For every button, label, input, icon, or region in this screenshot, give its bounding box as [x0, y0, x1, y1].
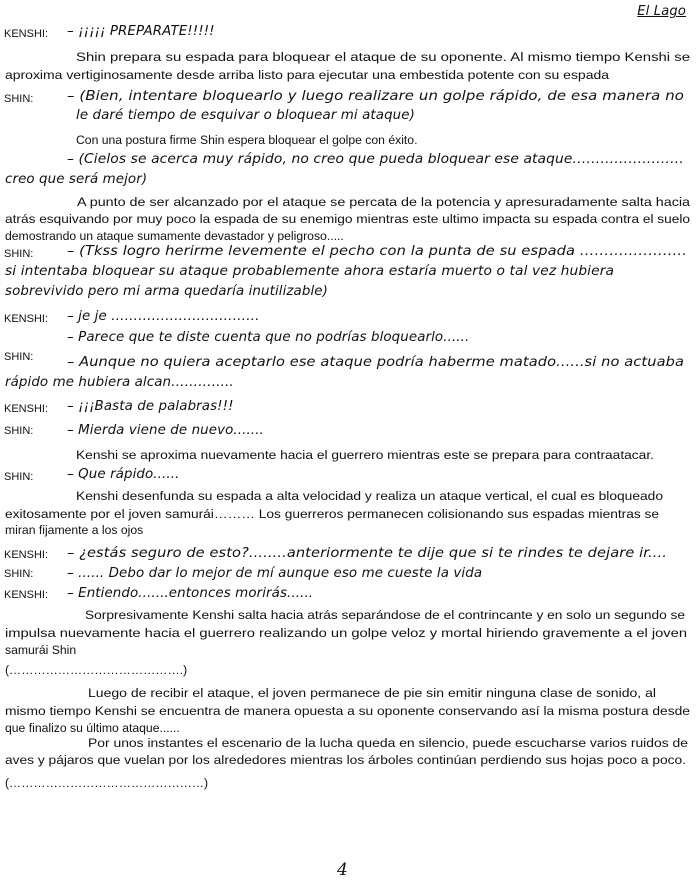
narration-line: Con una postura firme Shin espera bloquear el golpe con éxito.: [76, 133, 418, 147]
narration-line: Luego de recibir el ataque, el joven permanece de pie sin emitir ninguna clase de sonido, al: [88, 686, 657, 700]
dialogue-line: – Aunque no quiera aceptarlo ese ataque podría haberme matado......si no actuaba: [67, 355, 685, 370]
narration-line: mismo tiempo Kenshi se encuentra de manera opuesta a su oponente conservando así la misma postura desde: [5, 704, 690, 718]
narration-line: Por unos instantes el escenario de la lucha queda en silencio, puede escucharse varios ruidos de: [88, 736, 688, 750]
speaker-label: SHIN:: [4, 568, 34, 580]
speaker-label: KENSHI:: [4, 403, 49, 415]
narration-line: aves y pájaros que vuelan por los alrededores mientras los árboles continúan perdiendo sus hojas poco a poco.: [5, 753, 686, 767]
dialogue-line: – ¡¡¡¡¡ PREPARATE!!!!!: [67, 24, 215, 39]
dialogue-line: – Parece que te diste cuenta que no podrías bloquearlo......: [67, 330, 470, 345]
narration-line: atrás esquivando por muy poco la espada de su enemigo mientras este ultimo impacta su espada contra el suelo: [5, 212, 690, 226]
narration-line: exitosamente por el joven samurái……… Los guerreros permanecen colisionando sus espadas mientras se: [5, 507, 660, 521]
dialogue-line: – (Bien, intentare bloquearlo y luego realizare un golpe rápido, de esa manera no: [67, 89, 685, 104]
narration-line: demostrando un ataque sumamente devastador y peligroso.....: [5, 229, 344, 243]
dialogue-line: – ...... Debo dar lo mejor de mí aunque eso me cueste la vida: [67, 566, 483, 581]
dialogue-line: si intentaba bloquear su ataque probablemente ahora estaría muerto o tal vez hubiera: [5, 264, 615, 279]
page-number: 4: [337, 860, 348, 880]
speaker-label: SHIN:: [4, 425, 34, 437]
dialogue-line: – Que rápido......: [67, 467, 180, 482]
dialogue-line: – ¿estás seguro de esto?........anteriormente te dije que si te rindes te dejare ir....: [67, 546, 668, 561]
speaker-label: SHIN:: [4, 93, 34, 105]
speaker-label: KENSHI:: [4, 549, 49, 561]
speaker-label: SHIN:: [4, 351, 34, 363]
speaker-label: KENSHI:: [4, 313, 49, 325]
speaker-label: KENSHI:: [4, 28, 49, 40]
dialogue-line: rápido me hubiera alcan…………..: [5, 375, 234, 390]
dialogue-line: sobrevivido pero mi arma quedaría inutilizable): [5, 284, 328, 299]
narration-line: (…………………………………………): [5, 776, 209, 790]
dialogue-line: – (Tkss logro herirme levemente el pecho con la punta de su espada ………..………..: [67, 244, 687, 259]
speaker-label: SHIN:: [4, 471, 34, 483]
speaker-label: KENSHI:: [4, 589, 49, 601]
dialogue-line: – (Cielos se acerca muy rápido, no creo que pueda bloquear ese ataque……………………: [67, 152, 684, 167]
dialogue-line: – ¡¡¡Basta de palabras!!!: [67, 399, 234, 414]
header-title: El Lago: [637, 4, 686, 19]
narration-line: samurái Shin: [5, 643, 77, 657]
narration-line: Shin prepara su espada para bloquear el ataque de su oponente. Al mismo tiempo Kenshi se: [76, 50, 691, 64]
narration-line: impulsa nuevamente hacia el guerrero realizando un golpe veloz y mortal hiriendo gravemente a el joven: [5, 626, 688, 640]
narration-line: (…………………………………….): [5, 663, 188, 677]
dialogue-line: creo que será mejor): [5, 172, 148, 187]
dialogue-line: – Mierda viene de nuevo.......: [67, 423, 264, 438]
narration-line: que finalizo su último ataque......: [5, 721, 180, 735]
narration-line: Kenshi se aproxima nuevamente hacia el guerrero mientras este se prepara para contraatacar.: [76, 448, 654, 462]
speaker-label: SHIN:: [4, 248, 34, 260]
dialogue-line: – Entiendo.......entonces morirás......: [67, 586, 314, 601]
narration-line: Kenshi desenfunda su espada a alta velocidad y realiza un ataque vertical, el cual es bloqueado: [76, 489, 664, 503]
narration-line: A punto de ser alcanzado por el ataque se percata de la potencia y apresuradamente salta hacia: [77, 195, 691, 209]
dialogue-line: – je je ……………………………: [67, 309, 260, 324]
narration-line: Sorpresivamente Kenshi salta hacia atrás separándose de el contrincante y en solo un segundo se: [85, 608, 685, 622]
narration-line: aproxima vertiginosamente desde arriba listo para ejecutar una embestida potente con su espada: [5, 68, 609, 82]
dialogue-line: le daré tiempo de esquivar o bloquear mi ataque): [76, 108, 415, 123]
narration-line: miran fijamente a los ojos: [5, 523, 144, 537]
